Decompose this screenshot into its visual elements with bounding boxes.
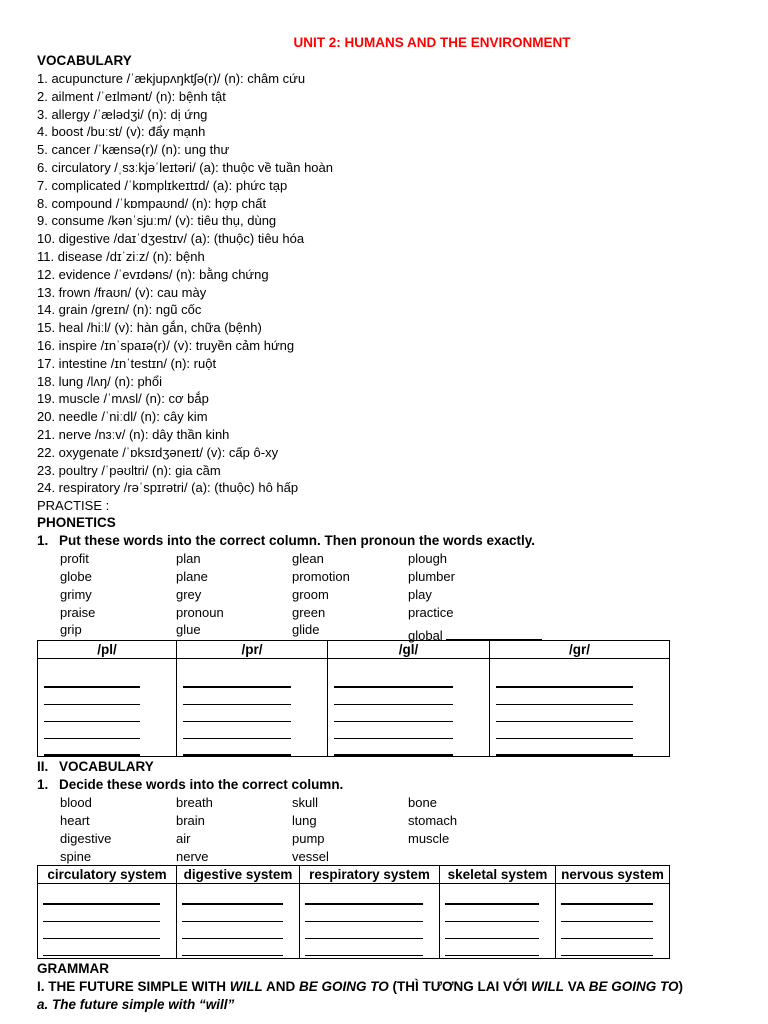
answer-line[interactable] bbox=[445, 939, 539, 956]
word-bank-item: bone bbox=[408, 795, 437, 811]
column-header: nervous system bbox=[556, 866, 670, 884]
answer-line[interactable] bbox=[561, 888, 653, 905]
vocabulary-item: 6. circulatory /ˌsɜːkjəˈleɪtəri/ (a): thuộc về tuần hoàn bbox=[37, 159, 333, 175]
answer-line[interactable] bbox=[182, 905, 283, 922]
answer-line[interactable] bbox=[445, 888, 539, 905]
unit-title: UNIT 2: HUMANS AND THE ENVIRONMENT bbox=[293, 35, 571, 50]
answer-cell bbox=[38, 884, 177, 959]
answer-cell bbox=[556, 884, 670, 959]
answer-line[interactable] bbox=[334, 705, 453, 722]
word-bank-item: nerve bbox=[176, 848, 209, 864]
vocab-task-text: Decide these words into the correct column. bbox=[59, 777, 344, 793]
word-bank-item: glue bbox=[176, 622, 201, 638]
vocabulary-item: 21. nerve /nɜːv/ (n): dây thần kinh bbox=[37, 426, 230, 442]
word-bank-item: groom bbox=[292, 586, 329, 602]
word-bank-item: grip bbox=[60, 622, 82, 638]
answer-line[interactable] bbox=[183, 739, 291, 756]
answer-line[interactable] bbox=[305, 922, 423, 939]
vocab-section-number: II. bbox=[37, 759, 49, 775]
answer-line[interactable] bbox=[496, 739, 633, 756]
column-header: /gl/ bbox=[328, 641, 490, 659]
answer-lines bbox=[38, 884, 176, 958]
column-header: /gr/ bbox=[490, 641, 670, 659]
answer-line[interactable] bbox=[334, 722, 453, 739]
answer-line[interactable] bbox=[334, 688, 453, 705]
answer-lines bbox=[177, 884, 299, 958]
answer-line[interactable] bbox=[182, 939, 283, 956]
grammar-section-title bbox=[37, 978, 737, 996]
vocabulary-item: 19. muscle /ˈmʌsl/ (n): cơ bắp bbox=[37, 391, 209, 407]
word-bank-item: profit bbox=[60, 551, 89, 567]
vocabulary-item: 11. disease /dɪˈziːz/ (n): bệnh bbox=[37, 248, 205, 264]
vocabulary-item: 3. allergy /ˈælədʒi/ (n): dị ứng bbox=[37, 106, 208, 122]
answer-line[interactable] bbox=[334, 739, 453, 756]
word-bank-item: air bbox=[176, 830, 191, 846]
vocabulary-item: 18. lung /lʌŋ/ (n): phổi bbox=[37, 373, 163, 389]
grammar-title-going-to: BE GOING TO bbox=[299, 979, 389, 995]
answer-line[interactable] bbox=[183, 688, 291, 705]
answer-cell bbox=[177, 659, 328, 757]
column-header: /pr/ bbox=[177, 641, 328, 659]
vocab-instruction bbox=[37, 776, 737, 794]
phonetics-task-text: Put these words into the correct column. Then pronoun the words exactly. bbox=[59, 533, 536, 549]
vocabulary-list bbox=[37, 70, 737, 497]
answer-lines bbox=[490, 659, 669, 756]
vocabulary-item: 8. compound /ˈkɒmpaʊnd/ (n): hợp chất bbox=[37, 195, 267, 211]
answer-line[interactable] bbox=[305, 939, 423, 956]
word-bank-item: brain bbox=[176, 812, 205, 828]
answer-line[interactable] bbox=[43, 888, 160, 905]
answer-line[interactable] bbox=[445, 922, 539, 939]
column-header: respiratory system bbox=[300, 866, 440, 884]
word-bank-item: global bbox=[408, 628, 443, 644]
phonetics-sort-table bbox=[37, 640, 670, 757]
vocabulary-item: 7. complicated /ˈkɒmplɪkeɪtɪd/ (a): phức tạp bbox=[37, 177, 288, 193]
grammar-title-will: WILL bbox=[229, 979, 263, 995]
vocabulary-item: 9. consume /kənˈsjuːm/ (v): tiêu thụ, dùng bbox=[37, 213, 277, 229]
word-bank-item: blood bbox=[60, 795, 92, 811]
vocabulary-item: 22. oxygenate /ˈɒksɪdʒəneɪt/ (v): cấp ô-xy bbox=[37, 444, 279, 460]
vocabulary-item: 10. digestive /daɪˈdʒestɪv/ (a): (thuộc) tiêu hóa bbox=[37, 231, 305, 247]
word-bank-item: breath bbox=[176, 795, 213, 811]
vocabulary-item: 24. respiratory /rəˈspɪrətri/ (a): (thuộc) hô hấp bbox=[37, 480, 299, 496]
answer-line[interactable] bbox=[445, 905, 539, 922]
word-bank-item: lung bbox=[292, 812, 317, 828]
grammar-heading: GRAMMAR bbox=[37, 961, 109, 977]
answer-line[interactable] bbox=[44, 671, 140, 688]
answer-cell bbox=[490, 659, 670, 757]
vocabulary-item: 13. frown /fraʊn/ (v): cau mày bbox=[37, 284, 207, 300]
grammar-title-going-to-vi: BE GOING TO bbox=[588, 979, 679, 995]
vocabulary-item: 14. grain /ɡreɪn/ (n): ngũ cốc bbox=[37, 302, 202, 318]
vocab-section-heading bbox=[37, 758, 737, 776]
grammar-title-va: VA bbox=[564, 979, 589, 995]
answer-line[interactable] bbox=[496, 722, 633, 739]
word-bank-item: spine bbox=[60, 848, 92, 864]
answer-line[interactable] bbox=[182, 888, 283, 905]
practise-label: PRACTISE : bbox=[37, 498, 110, 514]
vocab-task-number: 1. bbox=[37, 777, 49, 793]
word-bank-item: stomach bbox=[408, 812, 458, 828]
word-bank-item-with-blank bbox=[408, 621, 548, 644]
answer-line[interactable] bbox=[561, 905, 653, 922]
word-bank-item: plan bbox=[176, 551, 201, 567]
column-header: skeletal system bbox=[440, 866, 556, 884]
word-bank-item: glide bbox=[292, 622, 320, 638]
vocabulary-item: 16. inspire /ɪnˈspaɪə(r)/ (v): truyền cảm hứng bbox=[37, 337, 295, 353]
answer-line[interactable] bbox=[496, 705, 633, 722]
answer-lines bbox=[556, 884, 669, 958]
column-header: circulatory system bbox=[38, 866, 177, 884]
answer-line[interactable] bbox=[496, 671, 633, 688]
answer-lines bbox=[328, 659, 489, 756]
vocabulary-item: 4. boost /buːst/ (v): đẩy mạnh bbox=[37, 124, 206, 140]
word-bank-item: play bbox=[408, 586, 432, 602]
word-bank-item: globe bbox=[60, 568, 92, 584]
answer-lines bbox=[38, 659, 176, 756]
vocabulary-heading: VOCABULARY bbox=[37, 53, 132, 68]
grammar-title-prefix: I. THE FUTURE SIMPLE WITH bbox=[37, 979, 230, 995]
grammar-subheading-a: a. The future simple with “will” bbox=[37, 997, 235, 1013]
answer-line[interactable] bbox=[305, 905, 423, 922]
answer-cell bbox=[38, 659, 177, 757]
answer-line[interactable] bbox=[183, 671, 291, 688]
answer-cell bbox=[177, 884, 300, 959]
word-bank-item: plumber bbox=[408, 568, 455, 584]
word-bank-item: heart bbox=[60, 812, 90, 828]
answer-line[interactable] bbox=[44, 722, 140, 739]
word-bank-item: grimy bbox=[60, 586, 92, 602]
answer-line[interactable] bbox=[43, 922, 160, 939]
word-bank-item: muscle bbox=[408, 830, 450, 846]
grammar-title-close: ) bbox=[678, 979, 684, 995]
answer-line[interactable] bbox=[43, 939, 160, 956]
answer-lines bbox=[300, 884, 439, 958]
word-bank-item: pronoun bbox=[176, 604, 224, 620]
answer-line[interactable] bbox=[561, 939, 653, 956]
vocab-section-title: VOCABULARY bbox=[59, 759, 154, 775]
answer-lines bbox=[440, 884, 555, 958]
column-header: /pl/ bbox=[38, 641, 177, 659]
answer-lines bbox=[177, 659, 327, 756]
vocabulary-item: 23. poultry /ˈpəʊltri/ (n): gia cầm bbox=[37, 462, 221, 478]
vocabulary-item: 15. heal /hiːl/ (v): hàn gắn, chữa (bệnh) bbox=[37, 320, 262, 336]
answer-cell bbox=[440, 884, 556, 959]
vocabulary-item: 5. cancer /ˈkænsə(r)/ (n): ung thư bbox=[37, 142, 230, 158]
column-header: digestive system bbox=[177, 866, 300, 884]
answer-line[interactable] bbox=[496, 688, 633, 705]
vocabulary-item: 20. needle /ˈniːdl/ (n): cây kim bbox=[37, 409, 208, 425]
phonetics-word-bank bbox=[37, 550, 737, 644]
answer-cell bbox=[300, 884, 440, 959]
word-bank-item: vessel bbox=[292, 848, 329, 864]
phonetics-task-number: 1. bbox=[37, 533, 49, 549]
answer-line[interactable] bbox=[334, 671, 453, 688]
word-bank-item: grey bbox=[176, 586, 202, 602]
word-bank-item bbox=[408, 848, 548, 866]
answer-line[interactable] bbox=[44, 705, 140, 722]
vocabulary-item: 1. acupuncture /ˈækjupʌŋktʃə(r)/ (n): châm cứu bbox=[37, 71, 306, 86]
word-bank-item: plane bbox=[176, 568, 208, 584]
answer-line[interactable] bbox=[305, 888, 423, 905]
word-bank-item: plough bbox=[408, 551, 448, 567]
word-bank-item: glean bbox=[292, 551, 324, 567]
worksheet-page bbox=[37, 34, 737, 1014]
answer-line[interactable] bbox=[183, 722, 291, 739]
word-bank-item: praise bbox=[60, 604, 96, 620]
vocabulary-item: 2. ailment /ˈeɪlmənt/ (n): bệnh tật bbox=[37, 88, 226, 104]
word-bank-item: digestive bbox=[60, 830, 112, 846]
word-bank-item: practice bbox=[408, 604, 454, 620]
answer-blank[interactable] bbox=[446, 621, 542, 640]
answer-cell bbox=[328, 659, 490, 757]
answer-line[interactable] bbox=[183, 705, 291, 722]
word-bank-item: skull bbox=[292, 795, 319, 811]
phonetics-instruction bbox=[37, 532, 737, 550]
answer-line[interactable] bbox=[561, 922, 653, 939]
vocabulary-item: 12. evidence /ˈevɪdəns/ (n): bằng chứng bbox=[37, 266, 269, 282]
answer-line[interactable] bbox=[44, 688, 140, 705]
phonetics-heading: PHONETICS bbox=[37, 515, 116, 531]
grammar-title-and: AND bbox=[262, 979, 299, 995]
grammar-title-vi: (THÌ TƯƠNG LAI VỚI bbox=[388, 979, 531, 995]
answer-line[interactable] bbox=[44, 739, 140, 756]
grammar-title-will-vi: WILL bbox=[531, 979, 564, 995]
vocab-word-bank bbox=[37, 794, 737, 865]
word-bank-item: green bbox=[292, 604, 326, 620]
answer-line[interactable] bbox=[43, 905, 160, 922]
vocabulary-item: 17. intestine /ɪnˈtestɪn/ (n): ruột bbox=[37, 355, 217, 371]
word-bank-item: pump bbox=[292, 830, 325, 846]
word-bank-item: promotion bbox=[292, 568, 350, 584]
answer-line[interactable] bbox=[182, 922, 283, 939]
body-systems-table bbox=[37, 865, 670, 959]
